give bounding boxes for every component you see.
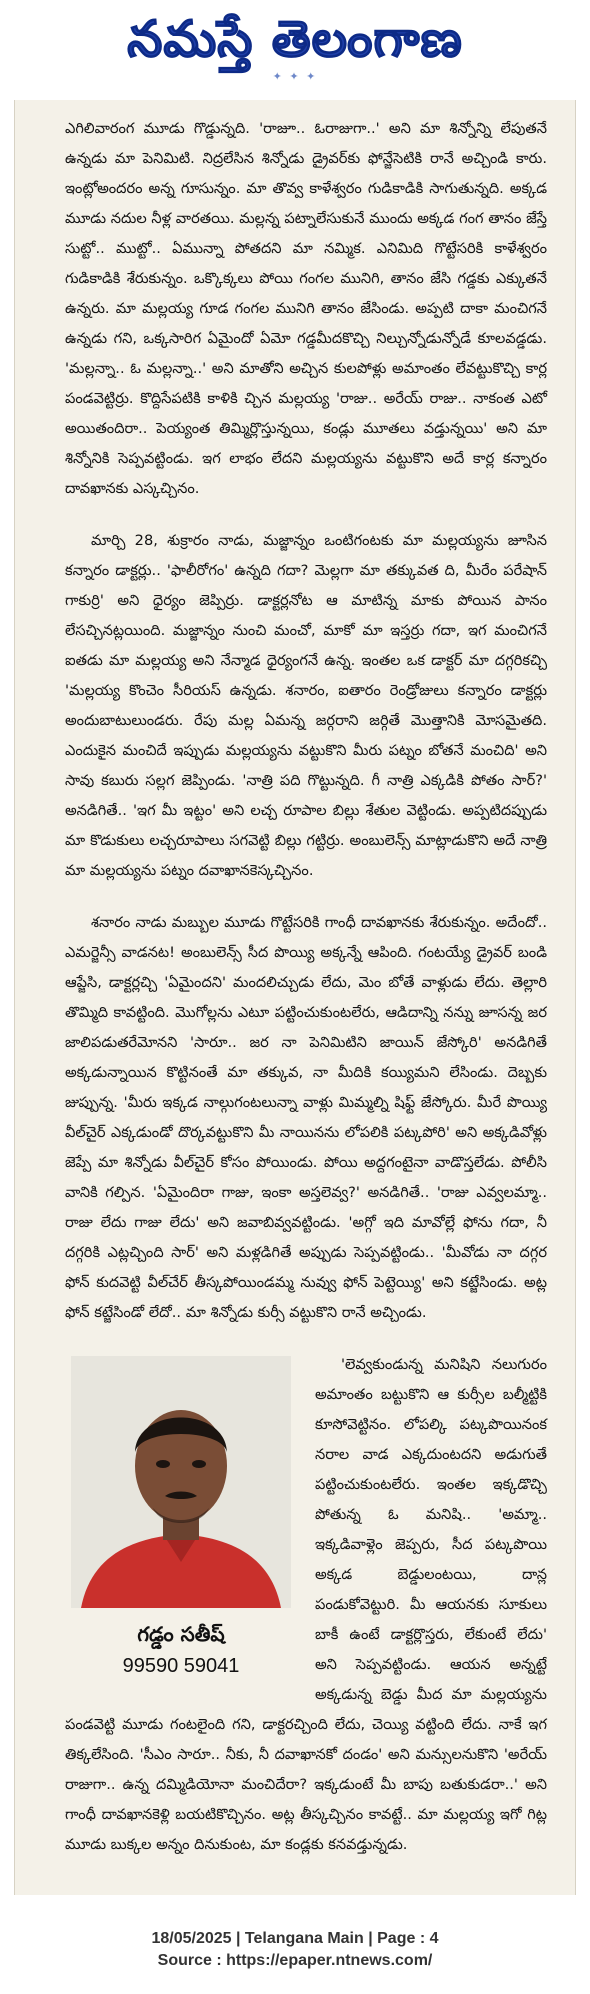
author-portrait-icon [71,1356,291,1608]
author-phone: 99590 59041 [122,1655,240,1677]
page-footer [0,1928,590,1972]
footer-date-edition: 18/05/2025 | Telangana Main | Page : 4 [151,1930,439,1947]
article-column [14,100,576,1895]
article-paragraph-2: మార్చి 28, శుక్రారం నాడు, మజ్జాన్నం ఒంటిగంటకు మా మల్లయ్యను జూసిన కన్నారం డాక్టర్లు.. 'ఫాలీరోగం' ఉన్నది గదా? మెల్లగా మా తక్కువత ది, మీరేం పరేషాన్ గాకుర్రి' అని ధైర్యం జెప్పిర్రు. డాక్టర్లనోట ఆ మాటిన్న మాకు పోయిన పానం లేసచ్చినట్లయింది. మజ్జాన్నం నుంచి మంచో, మాకో మా ఇస్తర్రు గదా, ఇగ మంచిగనే ఐతడు మా మల్లయ్య అని నేన్మాడ ధైర్యంగనే ఉన్న. ఇంతల ఒక డాక్టర్ మా దగ్గరికచ్చి 'మల్లయ్య కొంచెం సీరియస్ ఉన్నడు. శనారం, ఐతారం రెండ్రోజులు కన్నారం డాక్టర్లు అందుబాటులుండరు. రేపు మల్ల ఏమన్న జర్గరాని జర్గితే మొత్తానికి మోసమైతది. ఎందుకైన మంచిదే ఇప్పుడు మల్లయ్యను వట్టుకొని మీరు పట్నం బోతనే మంచిది' అని సావు కబురు సల్లగ జెప్పిండు. 'నాత్రి పది గొట్టున్నది. గీ నాత్రి ఎక్కడికి పోతం సార్?' అనడిగితే.. 'ఇగ మీ ఇట్టం' అని లచ్చ రూపాల బిల్లు శేతుల వెట్టిండు. అప్పటిదప్పుడు మా కొడుకులు లచ్చరూపాలు సగవెట్టి బిల్లు గట్టిర్రు. అంబులెన్స్ మాట్లాడుకొని అదే నాత్రి మా మల్లయ్యను పట్నం దవాఖానకెస్కచ్చినం. [65,532,547,879]
newspaper-logo-title: నమస్తే తెలంగాణ [127,9,463,68]
masthead-ornament: ✦ ✦ ✦ [272,69,318,83]
masthead [0,0,590,96]
article-paragraph-4: 'లెవ్వకుండున్న మనిషిని నలుగురం అమాంతం బట్టుకొని ఆ కుర్సీల బల్మీట్టికి కూసోవెట్టినం. లోపల్కి పట్కపొయినంక నరాల వాడ ఎక్కదుంటదని అడుగుతే పట్టించుకుంటలేరు. ఇంతల ఇక్కడొచ్చి పోతున్న ఓ మనిషి.. 'అమ్మా.. ఇక్కడివాళ్లెం జెప్పరు, సీద పట్కపొయి అక్కడ బెడ్డులంటయి, దాన్ల పండుకోవెట్టురి. మీ ఆయనకు సూకులు బాకీ ఉంటే డాక్టర్లొస్తరు, లేకుంటే లేదు' అని సెప్పవట్టిండు. ఆయన అన్నట్టే అక్కడున్న బెడ్డు మీద మా మల్లయ్యను పండవెట్టి మూడు గంటలైంది గని, డాక్టరచ్చింది లేదు, చెయ్యి వట్టింది లేదు. నాకే ఇగ తిక్కలేసింది. 'సీఎం సారూ.. నీకు, నీ దవాఖానకో దండం' అని మన్సులనుకొని 'అరేయ్ రాజుగా.. ఉన్న దమ్మిడియోనా మంచిదేరా? ఇక్కడుంటే మీ బాపు బతుకుడరా..' అని గాంధీ దావఖానకెళ్లి బయటికొచ్చినం. అట్ల తీస్కచ్చినం కావట్టే.. మా మల్లయ్య ఇగో గిట్ల మూడు బుక్కల అన్నం దినుకుంట, మా కండ్లకు కనవడ్తున్నడు. [65,1356,547,1853]
author-name: గడ్డం సతీష్ [137,1622,225,1646]
author-block [65,1356,297,1696]
article-paragraph-1: ఎగిలివారంగ మూడు గొడ్డున్నది. 'రాజూ.. ఓరాజుగా..' అని మా శిన్నోన్ని లేపుతనే ఉన్నడు మా పెనిమిటి. నిద్రలేసిన శిన్నోడు డ్రైవర్‌కు ఫోన్జేసెటికి రానే అచ్చిండి కారు. ఇంట్లోఅందరం అన్న గూసున్నం. మా తొవ్వ కాళేశ్వరం గుడికాడికి సాగుతున్నది. అక్కడ మూడు నదుల నీళ్ల వారతయి. మల్లన్న పట్నాలేసుకునే ముందు అక్కడ గంగ తానం జేస్తే సుట్టో.. ముట్టో.. ఏమున్నా పోతదని మా నమ్మిక. ఎనిమిది గొట్టేసరికి కాళేశ్వరం గుడికాడికి శేరుకున్నం. ఒక్కొక్కలు పోయి గంగల మునిగి, తానం జేసి గడ్డకు ఎక్కుతనే ఉన్నరు. మా మల్లయ్య గూడ గంగల మునిగి తానం జేసిండు. అప్పటి దాకా మంచిగనే ఉన్నడు గని, ఒక్కసారిగ ఏమైందో ఏమో గడ్డమీదకొచ్చి నిల్చున్నోడున్నోడే కూలవడ్డడు. 'మల్లన్నా.. ఓ మల్లన్నా..' అని మాతోని అచ్చిన కులపోళ్లు అమాంతం లేవట్టుకొచ్చి కార్ల పండవెట్టిర్రు. కొద్దిసేపటికి కాళికి చ్చిన మల్లయ్య 'రాజు.. అరేయ్ రాజు.. నాకంత ఎటో అయితందిరా.. పెయ్యంత తిమ్మిర్లొస్తున్నయి, కండ్లు మూతలు వడ్తున్నయి' అని మా శిన్నోనికి సెప్పవట్టిండు. ఇగ లాభం లేదని మల్లయ్యను వట్టుకొని అదే కార్ల కన్నారం దావఖానకు ఎస్కచ్చినం. [65,120,547,497]
article-paragraph-3: శనారం నాడు మబ్బుల మూడు గొట్టేసరికి గాంధీ దావఖానకు శేరుకున్నం. అదేందో.. ఎమర్జెన్సీ వాడనట! అంబులెన్స్ సీద పొయ్యి అక్కన్నే ఆపింది. గంటయ్యే డ్రైవర్ బండి ఆప్జేసి, డాక్టర్లచ్చి 'ఏమైందని' మందలిచ్చుడు లేదు, మెం బోతే వాళ్లుడు లేదు. తెల్లారి తొమ్మిది కావట్టింది. మొగోల్లను ఎటూ పట్టించుకుంటలేరు, ఆడిదాన్ని నన్ను జూసన్న జర జాలిపడుతరేమోనని 'సారూ.. జర నా పెనిమిటిని జాయిన్ జేస్కోరి' అనడిగితే అక్కడున్నాయిన కొట్టినంతే మా తక్కువ, నా మీదికి కయ్యిమని లేసిండు. దెబ్బకు జుప్పున్న. 'మీరు ఇక్కడ నాల్గుగంటలున్నా వాళ్లు మిమ్మల్ని షిఫ్ట్ జేస్కోరు. మీరే పొయ్యి వీల్‌చైర్ ఎక్కడుండో దొర్కవట్టుకొని మీ నాయినను లోపలికి పట్కపోరి' అని అక్కడివోళ్లు జెప్పే మా శిన్నోడు వీల్‌చైర్ కోసం పోయిండు. పోయి అద్దగంటైనా వాడొస్తలేడు. పోలీసి వానికి గల్పిన. 'ఏమైందిరా గాజు, ఇంకా అస్తలెవ్వ?' అనడిగితే.. 'రాజు ఎవ్వలమ్మా.. రాజు లేదు గాజు లేదు' అని జవాబివ్వవట్టిండు. 'అగ్గో ఇది మావోల్లే ఫోను గదా, నీ దగ్గరికి ఎట్లచ్చింది సార్' అని మళ్లడిగితే అప్పుడు సెప్పవట్టిండు.. 'మీవోడు నా దగ్గర ఫోన్ కుదవెట్టి వీల్‌చేర్ తీస్కపోయిండమ్మ నువ్వు ఫోన్ పెట్టెయ్యి' అని కట్జేసిండు. అట్ల ఫోన్ కట్జేసిండో లేదో.. మా శిన్నోడు కుర్సీ వట్టుకొని రానే అచ్చిండు. [65,914,547,1321]
footer-source-link[interactable]: Source : https://epaper.ntnews.com/ [157,1952,433,1969]
author-photo [71,1356,291,1608]
